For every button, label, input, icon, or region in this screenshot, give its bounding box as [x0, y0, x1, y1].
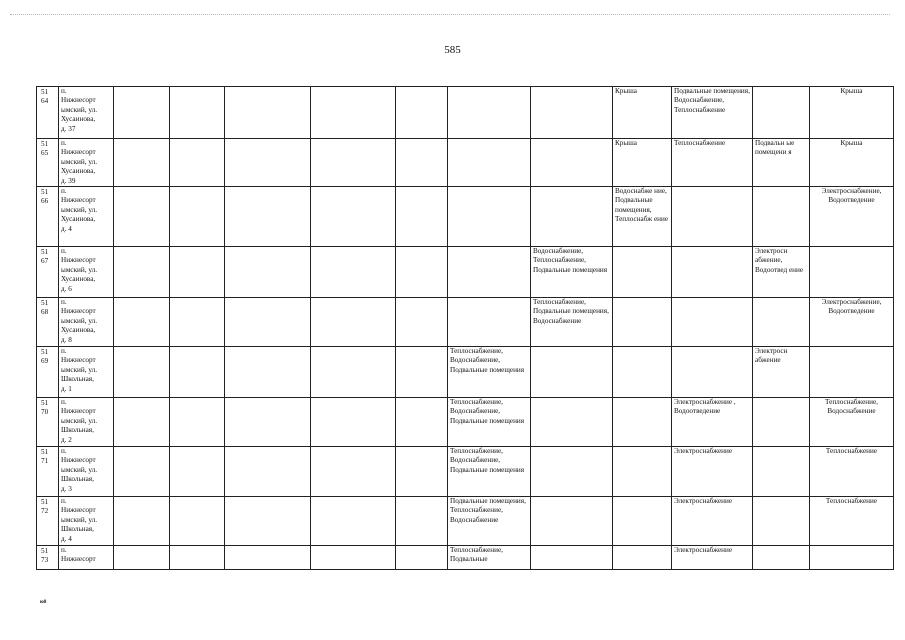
address-line: п. [61, 447, 67, 456]
work-cell-col-6 [311, 546, 396, 570]
work-cell-c13 [810, 247, 894, 298]
work-cell-c12: Электросн абжение, Водоотвед ение [753, 247, 810, 298]
work-cell-c11: Электроснабжение [672, 546, 753, 570]
footer-mark: ю8 [40, 600, 47, 605]
row-number-part: 70 [41, 408, 49, 417]
work-cell-c13 [810, 347, 894, 398]
address-cell [59, 247, 114, 298]
address-line: п. [61, 247, 67, 256]
address-line: д. 3 [61, 484, 72, 493]
work-cell-c9 [531, 447, 613, 497]
work-cell-col-5 [225, 447, 311, 497]
address-line: Нижнесорт [61, 148, 96, 157]
work-cell-col-6 [311, 139, 396, 187]
work-cell-c10 [613, 447, 672, 497]
work-cell-col-5 [225, 139, 311, 187]
address-line: ымский, ул. [61, 416, 98, 425]
work-cell-c8 [448, 247, 531, 298]
work-cell-col-7 [396, 398, 448, 447]
work-cell-c13 [810, 546, 894, 570]
work-cell-col-7 [396, 187, 448, 247]
row-number-part: 68 [41, 308, 49, 317]
table-row [37, 247, 894, 298]
work-cell-c9 [531, 87, 613, 139]
address-line: Нижнесорт [61, 307, 96, 316]
table-row [37, 187, 894, 247]
work-cell-c11 [672, 347, 753, 398]
table-row [37, 298, 894, 347]
work-cell-c11: Подвальные помещения, Водоснабжение, Теплоснабжение [672, 87, 753, 139]
row-number [37, 347, 59, 398]
row-number-part: 66 [41, 197, 49, 206]
work-cell-c10 [613, 398, 672, 447]
work-cell-col-6 [311, 398, 396, 447]
work-cell-col-3 [114, 447, 170, 497]
work-cell-c9: Водоснабжение, Теплоснабжение, Подвальные помещения [531, 247, 613, 298]
address-line: Хусаинова, [61, 275, 96, 284]
address-line: Нижнесорт [61, 356, 96, 365]
work-cell-col-4 [170, 447, 225, 497]
row-number [37, 298, 59, 347]
row-number [37, 398, 59, 447]
work-cell-col-5 [225, 398, 311, 447]
work-cell-c10 [613, 247, 672, 298]
row-number-part: 51 [41, 399, 49, 408]
work-cell-c9 [531, 139, 613, 187]
address-line: п. [61, 187, 67, 196]
work-cell-col-3 [114, 347, 170, 398]
address-line: п. [61, 347, 67, 356]
row-number-part: 51 [41, 88, 49, 96]
table-row [37, 347, 894, 398]
row-number-part: 51 [41, 448, 49, 457]
address-line: ымский, ул. [61, 157, 98, 166]
address-line: Школьная, [61, 426, 94, 435]
work-cell-c13: Крыша [810, 87, 894, 139]
row-number-part: 51 [41, 248, 49, 257]
address-line: Нижнесорт [61, 256, 96, 265]
row-number [37, 247, 59, 298]
address-line: Нижнесорт [61, 506, 96, 515]
address-cell [59, 87, 114, 139]
work-cell-c8: Теплоснабжение, Водоснабжение, Подвальные помещения [448, 398, 531, 447]
row-number-part: 51 [41, 299, 49, 308]
work-cell-col-3 [114, 139, 170, 187]
address-line: ымский, ул. [61, 316, 98, 325]
row-number [37, 497, 59, 546]
repair-schedule-table [36, 86, 894, 570]
work-cell-c11 [672, 247, 753, 298]
work-cell-col-5 [225, 247, 311, 298]
work-cell-col-6 [311, 247, 396, 298]
scan-edge-line [10, 14, 890, 15]
address-line: Нижнесорт [61, 456, 96, 465]
address-line: Хусаинова, [61, 326, 96, 335]
work-cell-c12: Подвальн ые помещени я [753, 139, 810, 187]
table-row [37, 447, 894, 497]
address-line: Нижнесорт [61, 196, 96, 205]
work-cell-col-4 [170, 247, 225, 298]
row-number [37, 139, 59, 187]
row-number [37, 447, 59, 497]
work-cell-c13: Теплоснабжение [810, 447, 894, 497]
address-line: д. 2 [61, 435, 72, 444]
work-cell-col-7 [396, 139, 448, 187]
row-number [37, 87, 59, 139]
work-cell-col-5 [225, 497, 311, 546]
table-row [37, 398, 894, 447]
address-line: Нижнесорт [61, 96, 96, 105]
work-cell-c9 [531, 546, 613, 570]
work-cell-c8: Теплоснабжение, Подвальные [448, 546, 531, 570]
work-cell-c11: Электроснабжение , Водоотведение [672, 398, 753, 447]
address-line: ымский, ул. [61, 515, 98, 524]
work-cell-c12 [753, 497, 810, 546]
work-cell-col-3 [114, 87, 170, 139]
address-line: д. 4 [61, 224, 72, 233]
work-cell-col-3 [114, 398, 170, 447]
work-cell-c10: Крыша [613, 87, 672, 139]
address-line: п. [61, 298, 67, 307]
work-cell-col-4 [170, 546, 225, 570]
work-cell-col-4 [170, 398, 225, 447]
row-number-part: 64 [41, 97, 49, 106]
address-line: Школьная, [61, 375, 94, 384]
work-cell-col-3 [114, 187, 170, 247]
work-cell-col-6 [311, 187, 396, 247]
work-cell-c12 [753, 398, 810, 447]
table-row [37, 497, 894, 546]
work-cell-c10: Крыша [613, 139, 672, 187]
work-cell-col-4 [170, 298, 225, 347]
table-row [37, 546, 894, 570]
address-line: Школьная, [61, 475, 94, 484]
work-cell-c12 [753, 546, 810, 570]
address-line: Нижнесорт [61, 555, 96, 564]
address-line: ымский, ул. [61, 205, 98, 214]
work-cell-c12 [753, 298, 810, 347]
work-cell-col-6 [311, 497, 396, 546]
address-cell [59, 187, 114, 247]
work-cell-c11: Электроснабжение [672, 497, 753, 546]
work-cell-col-5 [225, 298, 311, 347]
work-cell-col-4 [170, 139, 225, 187]
address-line: п. [61, 497, 67, 506]
address-line: Хусаинова, [61, 167, 96, 176]
work-cell-col-3 [114, 247, 170, 298]
row-number [37, 187, 59, 247]
work-cell-col-5 [225, 546, 311, 570]
work-cell-c9: Теплоснабжение, Подвальные помещения, Водоснабжение [531, 298, 613, 347]
row-number-part: 73 [41, 556, 49, 565]
address-line: д. 4 [61, 534, 72, 543]
work-cell-c11: Электроснабжение [672, 447, 753, 497]
work-cell-c8 [448, 139, 531, 187]
work-cell-col-6 [311, 298, 396, 347]
work-cell-c8: Теплоснабжение, Водоснабжение, Подвальные помещения [448, 447, 531, 497]
work-cell-c11 [672, 298, 753, 347]
work-cell-c11 [672, 187, 753, 247]
work-cell-c8: Теплоснабжение, Водоснабжение, Подвальные помещения [448, 347, 531, 398]
address-line: п. [61, 139, 67, 147]
work-cell-col-6 [311, 87, 396, 139]
address-line: Хусаинова, [61, 115, 96, 124]
work-cell-col-7 [396, 247, 448, 298]
address-line: д. 6 [61, 284, 72, 293]
row-number-part: 51 [41, 547, 49, 556]
work-cell-c13: Теплоснабжение, Водоснабжение [810, 398, 894, 447]
address-line: ымский, ул. [61, 365, 98, 374]
work-cell-c12: Электросн абжение [753, 347, 810, 398]
work-cell-c10 [613, 497, 672, 546]
address-line: ымский, ул. [61, 265, 98, 274]
work-cell-c10 [613, 347, 672, 398]
work-cell-c11: Теплоснабжение [672, 139, 753, 187]
work-cell-c9 [531, 398, 613, 447]
page-number: 585 [444, 44, 461, 56]
address-line: ымский, ул. [61, 465, 98, 474]
address-cell [59, 497, 114, 546]
work-cell-c10 [613, 546, 672, 570]
work-cell-c8 [448, 87, 531, 139]
work-cell-c9 [531, 187, 613, 247]
work-cell-col-7 [396, 87, 448, 139]
table-row [37, 87, 894, 139]
work-cell-col-6 [311, 447, 396, 497]
work-cell-col-4 [170, 347, 225, 398]
row-number-part: 51 [41, 188, 49, 197]
work-cell-c10 [613, 298, 672, 347]
address-line: п. [61, 87, 67, 95]
work-cell-c12 [753, 187, 810, 247]
address-cell [59, 139, 114, 187]
work-cell-c13: Теплоснабжение [810, 497, 894, 546]
row-number-part: 72 [41, 507, 49, 516]
work-cell-c8 [448, 187, 531, 247]
address-line: д. 1 [61, 384, 72, 393]
work-cell-c13: Электроснабжение, Водоотведение [810, 187, 894, 247]
row-number-part: 65 [41, 149, 49, 158]
work-cell-c12 [753, 447, 810, 497]
work-cell-col-7 [396, 447, 448, 497]
address-cell [59, 298, 114, 347]
work-cell-col-5 [225, 347, 311, 398]
row-number [37, 546, 59, 570]
address-line: д. 37 [61, 124, 76, 133]
work-cell-col-5 [225, 87, 311, 139]
row-number-part: 71 [41, 457, 49, 466]
work-cell-c13: Крыша [810, 139, 894, 187]
work-cell-col-3 [114, 298, 170, 347]
address-line: Хусаинова, [61, 215, 96, 224]
work-cell-c9 [531, 347, 613, 398]
work-cell-col-7 [396, 347, 448, 398]
work-cell-c9 [531, 497, 613, 546]
address-line: п. [61, 398, 67, 407]
row-number-part: 51 [41, 498, 49, 507]
address-cell [59, 546, 114, 570]
work-cell-c13: Электроснабжение, Водоотведение [810, 298, 894, 347]
work-cell-col-3 [114, 546, 170, 570]
address-line: д. 8 [61, 335, 72, 344]
work-cell-c10: Водоснабже ние, Подвальные помещения, Теплоснабж ение [613, 187, 672, 247]
work-cell-c8 [448, 298, 531, 347]
row-number-part: 51 [41, 140, 49, 148]
address-cell [59, 398, 114, 447]
work-cell-col-4 [170, 87, 225, 139]
row-number-part: 51 [41, 348, 49, 357]
work-cell-c12 [753, 87, 810, 139]
row-number-part: 69 [41, 357, 49, 366]
work-cell-col-3 [114, 497, 170, 546]
address-line: Нижнесорт [61, 407, 96, 416]
work-cell-col-5 [225, 187, 311, 247]
address-line: п. [61, 546, 67, 555]
work-cell-col-7 [396, 298, 448, 347]
address-cell [59, 447, 114, 497]
work-cell-col-4 [170, 497, 225, 546]
work-cell-col-7 [396, 546, 448, 570]
work-cell-c8: Подвальные помещения, Теплоснабжение, Водоснабжение [448, 497, 531, 546]
table-row [37, 139, 894, 187]
work-cell-col-4 [170, 187, 225, 247]
row-number-part: 67 [41, 257, 49, 266]
address-cell [59, 347, 114, 398]
address-line: д. 39 [61, 176, 76, 185]
work-cell-col-7 [396, 497, 448, 546]
address-line: ымский, ул. [61, 105, 98, 114]
address-line: Школьная, [61, 525, 94, 534]
work-cell-col-6 [311, 347, 396, 398]
